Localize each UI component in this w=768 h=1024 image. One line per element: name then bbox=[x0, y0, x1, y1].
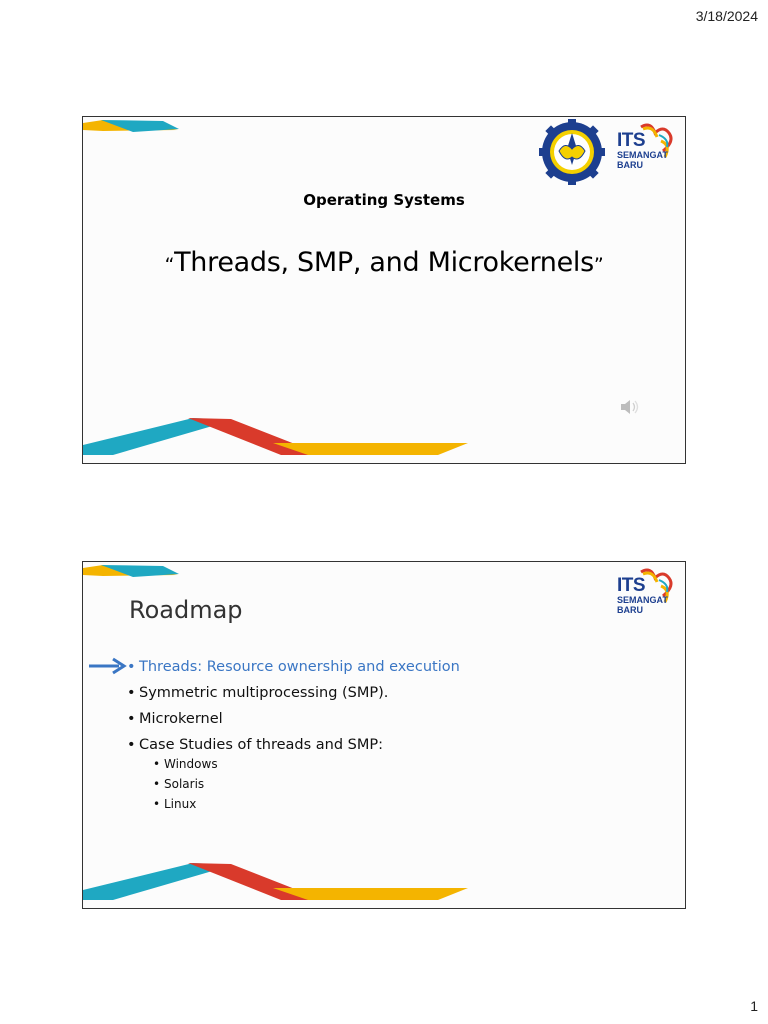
page-number: 1 bbox=[750, 998, 758, 1014]
roadmap-list bbox=[127, 654, 460, 758]
list-item: • Microkernel bbox=[127, 711, 223, 727]
speaker-icon[interactable] bbox=[619, 397, 641, 417]
slide-title bbox=[82, 116, 686, 464]
slide-title: Roadmap bbox=[129, 596, 243, 624]
slide-main-title: “Threads, SMP, and Microkernels” bbox=[164, 247, 604, 278]
its-semangat-baru-logo: ITS SEMANGAT BARU bbox=[613, 566, 679, 624]
list-item: • Threads: Resource ownership and execution bbox=[127, 659, 460, 675]
list-item: • Symmetric multiprocessing (SMP). bbox=[127, 685, 389, 701]
its-emblem-icon bbox=[539, 119, 605, 185]
list-item: • Solaris bbox=[153, 777, 205, 791]
list-item: • Case Studies of threads and SMP: bbox=[127, 737, 384, 753]
slide-roadmap bbox=[82, 561, 686, 909]
page-date: 3/18/2024 bbox=[695, 8, 758, 24]
case-studies-list bbox=[153, 754, 218, 814]
arrow-right-icon bbox=[89, 657, 127, 675]
its-semangat-baru-logo: ITS SEMANGAT BARU bbox=[613, 121, 679, 179]
slide-subtitle: Operating Systems bbox=[303, 191, 465, 209]
list-item: • Windows bbox=[153, 757, 218, 771]
list-item: • Linux bbox=[153, 797, 197, 811]
